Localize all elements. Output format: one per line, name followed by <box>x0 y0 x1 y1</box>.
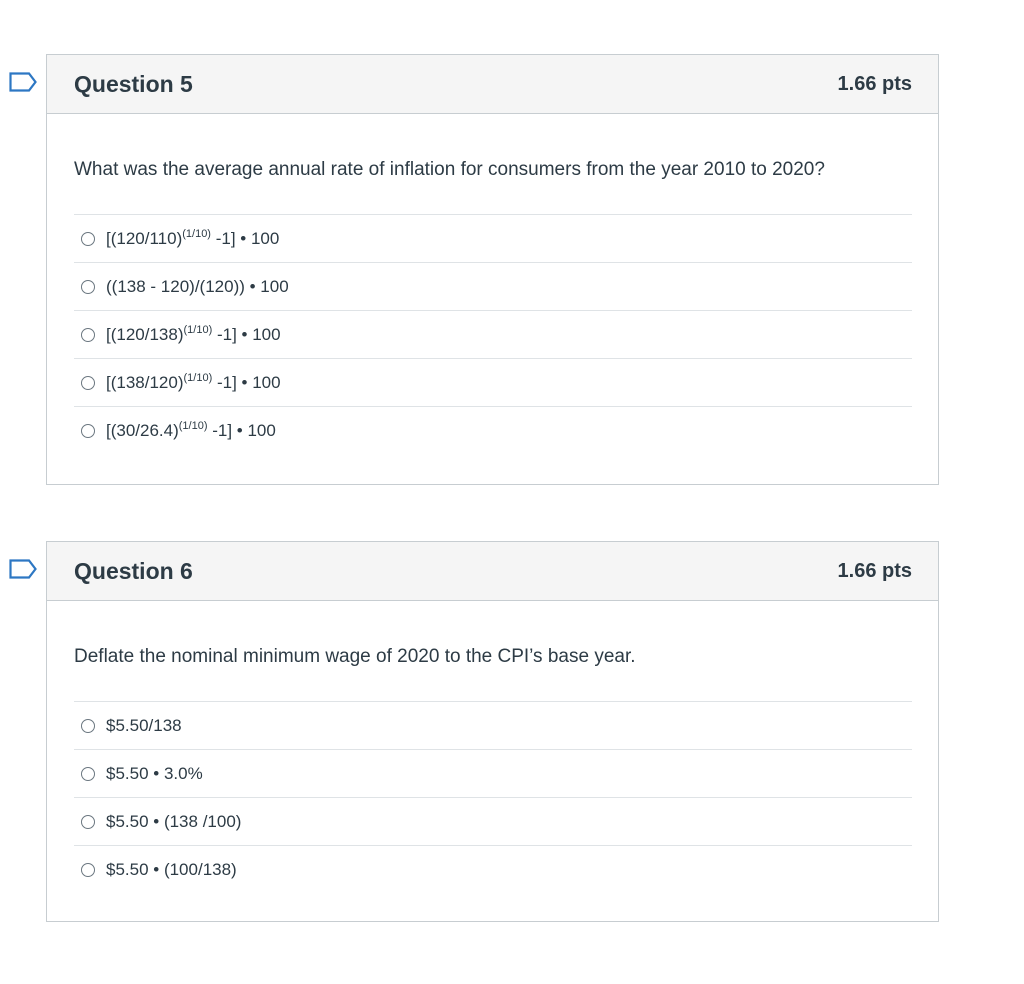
answer-label[interactable]: $5.50 • (138 /100) <box>106 811 242 831</box>
radio-button-icon[interactable] <box>81 424 95 438</box>
flag-question-icon[interactable] <box>9 559 37 579</box>
radio-button-icon[interactable] <box>81 863 95 877</box>
answer-option[interactable] <box>74 358 912 406</box>
question-body <box>47 159 938 454</box>
answer-option[interactable] <box>74 701 912 749</box>
flag-question-icon[interactable] <box>9 72 37 92</box>
question-prompt: What was the average annual rate of inflation for consumers from the year 2010 to 2020? <box>74 159 825 180</box>
question-body <box>47 646 938 893</box>
question-points: 1.66 pts <box>837 559 912 582</box>
answer-label[interactable]: ((138 - 120)/(120)) • 100 <box>106 276 289 296</box>
answer-label[interactable]: [$(120/110)^{(1/10)}$ -1] • 100 <box>106 227 280 248</box>
radio-button-icon[interactable] <box>81 232 95 246</box>
question-title: Question 6 <box>74 557 193 584</box>
question-5 <box>46 54 939 485</box>
answer-option[interactable] <box>74 749 912 797</box>
answer-label[interactable]: $5.50/138 <box>106 715 182 735</box>
radio-button-icon[interactable] <box>81 376 95 390</box>
answer-option[interactable] <box>74 262 912 310</box>
answer-label[interactable]: [$(30/26.4)^{(1/10)}$ -1] • 100 <box>106 419 276 440</box>
question-prompt: Deflate the nominal minimum wage of 2020 to the CPI’s base year. <box>74 646 636 667</box>
radio-button-icon[interactable] <box>81 280 95 294</box>
answer-label[interactable]: [$(120/138)^{(1/10)}$ -1] • 100 <box>106 323 281 344</box>
question-6 <box>46 541 939 922</box>
radio-button-icon[interactable] <box>81 719 95 733</box>
question-title: Question 5 <box>74 70 193 97</box>
question-points: 1.66 pts <box>837 72 912 95</box>
answer-label[interactable]: $5.50 • 3.0% <box>106 763 203 783</box>
radio-button-icon[interactable] <box>81 767 95 781</box>
radio-button-icon[interactable] <box>81 328 95 342</box>
answer-option[interactable] <box>74 214 912 262</box>
answer-option[interactable] <box>74 797 912 845</box>
answer-option[interactable] <box>74 406 912 454</box>
question-header <box>47 542 938 601</box>
question-header <box>47 55 938 114</box>
radio-button-icon[interactable] <box>81 815 95 829</box>
answer-label[interactable]: [$(138/120)^{(1/10)}$ -1] • 100 <box>106 371 281 392</box>
answer-list <box>74 214 912 454</box>
answer-list <box>74 701 912 893</box>
answer-option[interactable] <box>74 845 912 893</box>
answer-option[interactable] <box>74 310 912 358</box>
answer-label[interactable]: $5.50 • (100/138) <box>106 859 237 879</box>
